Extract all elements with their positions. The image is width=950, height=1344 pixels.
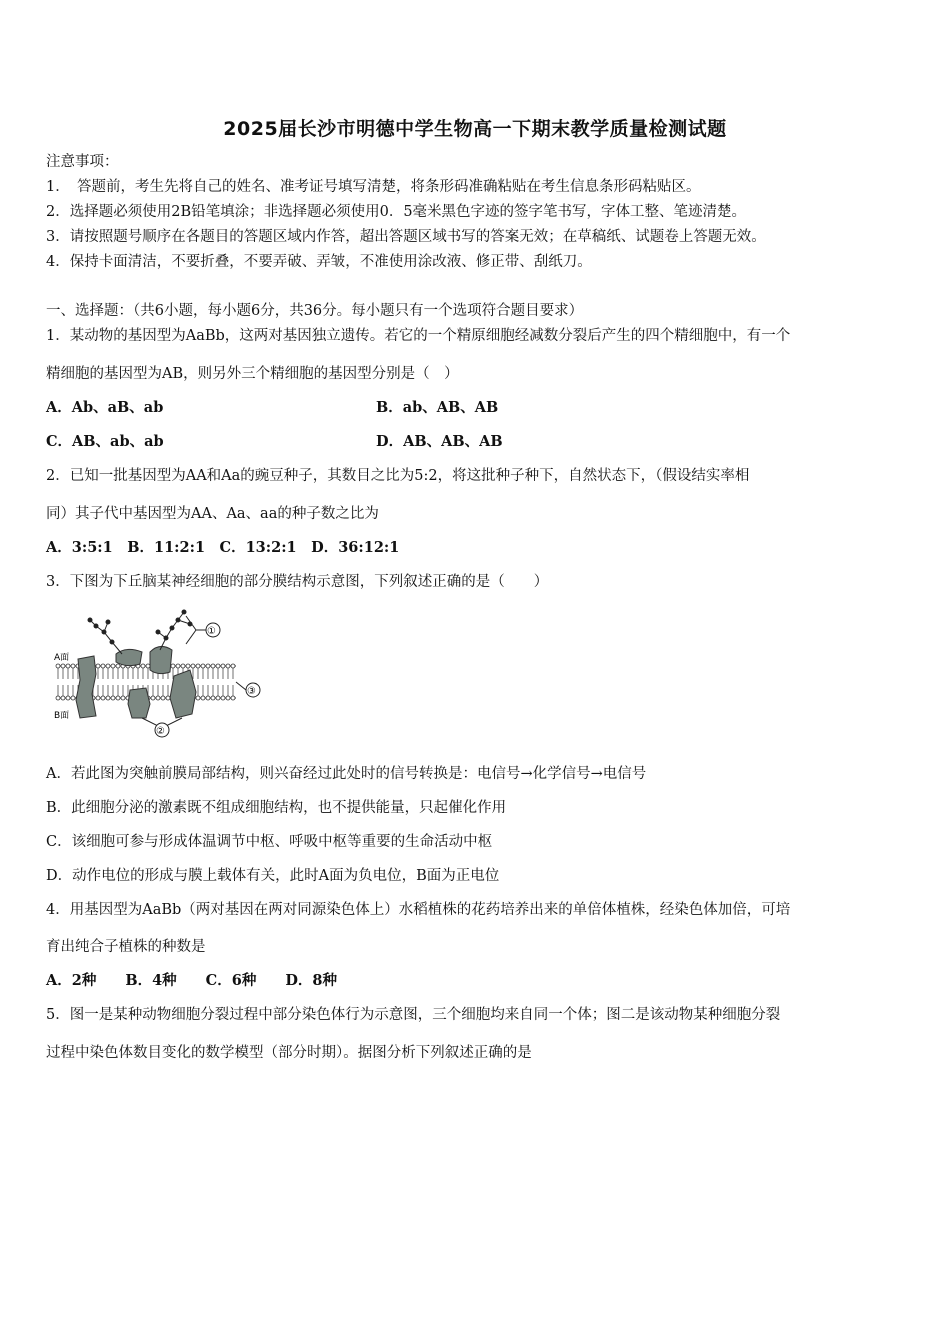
lipid-head bbox=[231, 696, 235, 700]
lipid-head bbox=[56, 696, 60, 700]
section-heading: 一、选择题：（共6小题，每小题6分，共36分。每小题只有一个选项符合题目要求） bbox=[46, 303, 584, 319]
lipid-head bbox=[196, 696, 200, 700]
lipid-head bbox=[196, 664, 200, 668]
lipid-head bbox=[171, 664, 175, 668]
q3-option-d: D．动作电位的形成与膜上载体有关，此时A面为负电位，B面为正电位 bbox=[46, 868, 500, 884]
lipid-head bbox=[226, 664, 230, 668]
q1-option-d bbox=[376, 432, 503, 452]
lipid-head bbox=[96, 664, 100, 668]
lipid-head bbox=[116, 696, 120, 700]
lipid-head bbox=[166, 696, 170, 700]
q2-stem-line2: 同）其子代中基因型为AA、Aa、aa的种子数之比为 bbox=[46, 506, 379, 522]
label-2: ② bbox=[156, 726, 165, 737]
notice-item-1: 1． 答题前，考生先将自己的姓名、准考证号填写清楚，将条形码准确粘贴在考生信息条形码粘贴区。 bbox=[46, 179, 701, 195]
lipid-head bbox=[146, 664, 150, 668]
q1-option-b-text: ab、AB、AB bbox=[402, 399, 499, 416]
lipid-head bbox=[61, 664, 65, 668]
q1-option-d-label: D． bbox=[376, 433, 404, 450]
lipid-head bbox=[66, 664, 70, 668]
page-title: 2025届长沙市明德中学生物高一下期末教学质量检测试题 bbox=[223, 118, 727, 140]
lipid-head bbox=[231, 664, 235, 668]
lipid-head bbox=[111, 696, 115, 700]
lipid-head bbox=[96, 696, 100, 700]
lipid-head bbox=[101, 696, 105, 700]
q3-stem: 3．下图为下丘脑某神经细胞的部分膜结构示意图，下列叙述正确的是（ ） bbox=[46, 574, 549, 590]
q2-options: A．3:5:1 B．11:2:1 C．13:2:1 D．36:12:1 bbox=[46, 539, 400, 556]
notice-item-2: 2．选择题必须使用2B铅笔填涂；非选择题必须使用0．5毫米黑色字迹的签字笔书写，字体工整、笔迹清楚。 bbox=[46, 204, 747, 220]
lipid-head bbox=[71, 696, 75, 700]
lipid-head bbox=[161, 696, 165, 700]
q1-option-c-label: C． bbox=[46, 433, 73, 450]
lipid-head bbox=[56, 664, 60, 668]
lipid-head bbox=[111, 664, 115, 668]
lipid-head bbox=[71, 664, 75, 668]
lipid-head bbox=[176, 664, 180, 668]
lipid-head bbox=[181, 664, 185, 668]
lipid-head bbox=[226, 696, 230, 700]
lipid-head bbox=[61, 696, 65, 700]
q1-option-a-text: Ab、aB、ab bbox=[71, 399, 164, 416]
lipid-head bbox=[121, 696, 125, 700]
q4-options: A．2种 B．4种 C．6种 D．8种 bbox=[46, 972, 337, 989]
q1-option-b bbox=[376, 398, 498, 418]
label-1: ① bbox=[207, 626, 216, 637]
label-circles bbox=[155, 623, 260, 737]
q1-option-b-label: B． bbox=[376, 399, 403, 416]
label-3: ③ bbox=[247, 686, 256, 697]
q5-stem-line1: 5．图一是某种动物细胞分裂过程中部分染色体行为示意图，三个细胞均来自同一个体；图二是该动物某种细胞分裂 bbox=[46, 1007, 781, 1023]
q1-stem-line2: 精细胞的基因型为AB，则另外三个精细胞的基因型分别是（ ） bbox=[46, 366, 459, 382]
notice-item-4: 4．保持卡面清洁，不要折叠，不要弄破、弄皱，不准使用涂改液、修正带、刮纸刀。 bbox=[46, 254, 592, 270]
lipid-head bbox=[66, 696, 70, 700]
lipid-head bbox=[211, 696, 215, 700]
lipid-head bbox=[216, 664, 220, 668]
notice-heading: 注意事项： bbox=[46, 154, 119, 170]
q1-option-c-text: AB、ab、ab bbox=[72, 433, 164, 450]
lipid-head bbox=[106, 696, 110, 700]
lipid-head bbox=[151, 696, 155, 700]
membrane-diagram bbox=[46, 604, 266, 740]
a-side-label: A面 bbox=[54, 653, 70, 663]
lipid-head bbox=[201, 664, 205, 668]
q1-stem-line1: 1．某动物的基因型为AaBb，这两对基因独立遗传。若它的一个精原细胞经减数分裂后产生的四个精细胞中，有一个 bbox=[46, 328, 791, 344]
lipid-head bbox=[201, 696, 205, 700]
lipid-head bbox=[206, 664, 210, 668]
lipid-head bbox=[156, 696, 160, 700]
lipid-head bbox=[216, 696, 220, 700]
q1-option-a-label: A． bbox=[46, 399, 72, 416]
lipid-head bbox=[141, 664, 145, 668]
q1-option-c bbox=[46, 432, 164, 452]
lipid-head bbox=[221, 696, 225, 700]
lipid-head bbox=[101, 664, 105, 668]
q4-stem-line1: 4．用基因型为AaBb（两对基因在两对同源染色体上）水稻植株的花药培养出来的单倍体植株，经染色体加倍，可培 bbox=[46, 902, 791, 918]
q4-stem-line2: 育出纯合子植株的种数是 bbox=[46, 939, 206, 955]
q1-option-a bbox=[46, 398, 163, 418]
glycoprotein-chains bbox=[88, 610, 192, 654]
lipid-head bbox=[116, 664, 120, 668]
lipid-head bbox=[206, 696, 210, 700]
lipid-head bbox=[191, 664, 195, 668]
q3-option-a: A．若此图为突触前膜局部结构，则兴奋经过此处时的信号转换是：电信号→化学信号→电信号 bbox=[46, 766, 647, 782]
notice-item-3: 3．请按照题号顺序在各题目的答题区域内作答，超出答题区域书写的答案无效；在草稿纸、试题卷上答题无效。 bbox=[46, 229, 766, 245]
q5-stem-line2: 过程中染色体数目变化的数学模型（部分时期）。据图分析下列叙述正确的是 bbox=[46, 1045, 532, 1061]
b-side-label: B面 bbox=[54, 711, 70, 721]
q2-stem-line1: 2．已知一批基因型为AA和Aa的豌豆种子，其数目之比为5:2，将这批种子种下，自然状态下，（假设结实率相 bbox=[46, 468, 750, 484]
membrane-proteins bbox=[76, 646, 196, 718]
lipid-head bbox=[186, 664, 190, 668]
q3-option-b: B．此细胞分泌的激素既不组成细胞结构，也不提供能量，只起催化作用 bbox=[46, 800, 507, 816]
q1-option-d-text: AB、AB、AB bbox=[403, 433, 503, 450]
lipid-head bbox=[106, 664, 110, 668]
lipid-head bbox=[221, 664, 225, 668]
q3-option-c: C．该细胞可参与形成体温调节中枢、呼吸中枢等重要的生命活动中枢 bbox=[46, 834, 493, 850]
lipid-head bbox=[211, 664, 215, 668]
